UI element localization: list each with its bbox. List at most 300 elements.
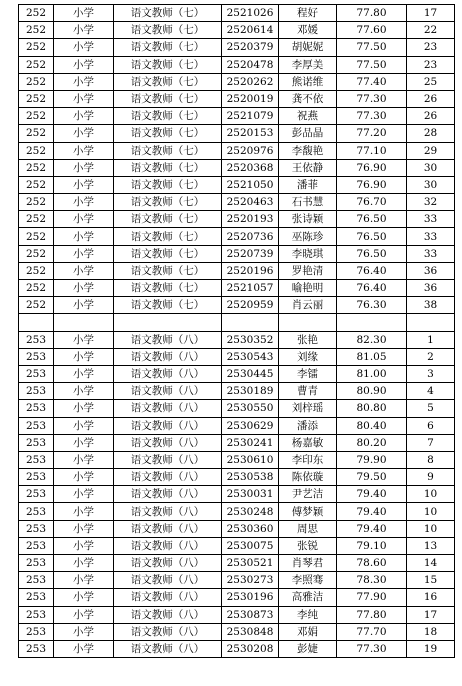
position-cell: 语文教师（七） (114, 176, 222, 193)
candidate-name-cell: 巫陈珍 (279, 228, 337, 245)
rank-cell: 33 (407, 211, 455, 228)
post-code-cell: 252 (19, 297, 54, 314)
post-code-cell: 253 (19, 348, 54, 365)
exam-number-cell: 2520959 (222, 297, 279, 314)
exam-number-cell: 2520196 (222, 262, 279, 279)
post-code-cell: 252 (19, 22, 54, 39)
table-row (19, 451, 455, 468)
rank-cell: 32 (407, 194, 455, 211)
score-cell: 80.80 (337, 400, 407, 417)
exam-number-cell: 2530248 (222, 503, 279, 520)
exam-number-cell: 2530538 (222, 469, 279, 486)
score-cell: 77.80 (337, 606, 407, 623)
candidate-name-cell: 龚不依 (279, 90, 337, 107)
exam-number-cell: 2520736 (222, 228, 279, 245)
exam-number-cell: 2530352 (222, 331, 279, 348)
candidate-name-cell: 陈依璇 (279, 469, 337, 486)
school-level-cell: 小学 (54, 39, 114, 56)
position-cell: 语文教师（八） (114, 348, 222, 365)
post-code-cell: 253 (19, 606, 54, 623)
school-level-cell: 小学 (54, 606, 114, 623)
position-cell: 语文教师（八） (114, 383, 222, 400)
school-level-cell: 小学 (54, 520, 114, 537)
position-cell: 语文教师（七） (114, 297, 222, 314)
position-cell: 语文教师（八） (114, 555, 222, 572)
score-cell: 81.00 (337, 365, 407, 382)
exam-number-cell: 2530550 (222, 400, 279, 417)
school-level-cell: 小学 (54, 73, 114, 90)
school-level-cell: 小学 (54, 451, 114, 468)
position-cell: 语文教师（八） (114, 434, 222, 451)
exam-number-cell: 2530189 (222, 383, 279, 400)
score-cell: 79.40 (337, 520, 407, 537)
score-cell: 76.50 (337, 245, 407, 262)
position-cell: 语文教师（七） (114, 125, 222, 142)
table-row (19, 417, 455, 434)
post-code-cell: 253 (19, 400, 54, 417)
school-level-cell: 小学 (54, 22, 114, 39)
school-level-cell: 小学 (54, 640, 114, 657)
score-cell: 79.40 (337, 503, 407, 520)
position-cell: 语文教师（七） (114, 142, 222, 159)
exam-number-cell: 2530241 (222, 434, 279, 451)
exam-number-cell: 2520976 (222, 142, 279, 159)
candidate-name-cell: 熊诺维 (279, 73, 337, 90)
position-cell: 语文教师（七） (114, 211, 222, 228)
candidate-name-cell: 李纯 (279, 606, 337, 623)
candidate-name-cell: 周思 (279, 520, 337, 537)
rank-cell: 17 (407, 5, 455, 22)
rank-cell: 10 (407, 503, 455, 520)
rank-cell: 16 (407, 589, 455, 606)
position-cell: 语文教师（七） (114, 56, 222, 73)
exam-number-cell: 2530610 (222, 451, 279, 468)
school-level-cell: 小学 (54, 211, 114, 228)
score-cell: 81.05 (337, 348, 407, 365)
position-cell: 语文教师（八） (114, 469, 222, 486)
school-level-cell: 小学 (54, 365, 114, 382)
score-cell: 76.50 (337, 228, 407, 245)
table-row (19, 520, 455, 537)
position-cell: 语文教师（八） (114, 417, 222, 434)
candidate-name-cell: 刘缘 (279, 348, 337, 365)
position-cell: 语文教师（八） (114, 451, 222, 468)
rank-cell: 9 (407, 469, 455, 486)
rank-cell: 5 (407, 400, 455, 417)
score-cell: 76.50 (337, 211, 407, 228)
school-level-cell: 小学 (54, 5, 114, 22)
table-row (19, 280, 455, 297)
score-cell: 76.30 (337, 297, 407, 314)
candidate-name-cell: 曹青 (279, 383, 337, 400)
school-level-cell: 小学 (54, 125, 114, 142)
table-row (19, 176, 455, 193)
post-code-cell: 252 (19, 159, 54, 176)
post-code-cell: 253 (19, 623, 54, 640)
table-row (19, 486, 455, 503)
rank-cell: 19 (407, 640, 455, 657)
position-cell: 语文教师（八） (114, 331, 222, 348)
table-row (19, 331, 455, 348)
rank-cell: 14 (407, 555, 455, 572)
school-level-cell: 小学 (54, 228, 114, 245)
position-cell: 语文教师（七） (114, 39, 222, 56)
exam-number-cell: 2530848 (222, 623, 279, 640)
post-code-cell: 252 (19, 5, 54, 22)
rank-cell: 36 (407, 280, 455, 297)
exam-number-cell: 2530521 (222, 555, 279, 572)
score-cell: 77.10 (337, 142, 407, 159)
score-cell: 77.50 (337, 39, 407, 56)
school-level-cell: 小学 (54, 331, 114, 348)
rank-cell: 4 (407, 383, 455, 400)
position-cell: 语文教师（七） (114, 262, 222, 279)
candidate-name-cell: 李印东 (279, 451, 337, 468)
rank-cell: 10 (407, 486, 455, 503)
candidate-name-cell: 张艳 (279, 331, 337, 348)
table-row (19, 434, 455, 451)
exam-number-cell: 2520478 (222, 56, 279, 73)
post-code-cell: 253 (19, 383, 54, 400)
candidate-name-cell: 李照骞 (279, 572, 337, 589)
table-row (19, 90, 455, 107)
score-cell: 79.90 (337, 451, 407, 468)
candidate-name-cell: 傅梦颖 (279, 503, 337, 520)
post-code-cell: 252 (19, 142, 54, 159)
exam-number-cell: 2520019 (222, 90, 279, 107)
candidate-name-cell: 石书慧 (279, 194, 337, 211)
table-row (19, 245, 455, 262)
candidate-name-cell: 邓媛 (279, 22, 337, 39)
score-cell: 77.40 (337, 73, 407, 90)
table-row (19, 142, 455, 159)
school-level-cell: 小学 (54, 159, 114, 176)
school-level-cell: 小学 (54, 623, 114, 640)
score-cell: 77.90 (337, 589, 407, 606)
table-row (19, 400, 455, 417)
candidate-name-cell: 张诗颖 (279, 211, 337, 228)
rank-cell: 26 (407, 90, 455, 107)
position-cell: 语文教师（七） (114, 228, 222, 245)
blank-row (19, 314, 455, 331)
candidate-name-cell: 高雅洁 (279, 589, 337, 606)
rank-cell: 29 (407, 142, 455, 159)
school-level-cell: 小学 (54, 434, 114, 451)
school-level-cell: 小学 (54, 280, 114, 297)
candidate-name-cell: 肖琴君 (279, 555, 337, 572)
post-code-cell: 252 (19, 194, 54, 211)
score-cell: 79.50 (337, 469, 407, 486)
rank-cell: 7 (407, 434, 455, 451)
position-cell: 语文教师（八） (114, 640, 222, 657)
school-level-cell: 小学 (54, 572, 114, 589)
rank-cell: 3 (407, 365, 455, 382)
table-row (19, 623, 455, 640)
score-cell: 80.20 (337, 434, 407, 451)
table-row (19, 159, 455, 176)
school-level-cell: 小学 (54, 142, 114, 159)
school-level-cell: 小学 (54, 108, 114, 125)
rank-cell: 23 (407, 39, 455, 56)
candidate-name-cell: 刘梓瑶 (279, 400, 337, 417)
table-row (19, 22, 455, 39)
post-code-cell: 252 (19, 90, 54, 107)
rank-cell: 36 (407, 262, 455, 279)
school-level-cell: 小学 (54, 56, 114, 73)
candidate-name-cell: 王依静 (279, 159, 337, 176)
candidate-name-cell: 祝燕 (279, 108, 337, 125)
score-cell: 80.40 (337, 417, 407, 434)
position-cell: 语文教师（八） (114, 623, 222, 640)
exam-number-cell: 2520153 (222, 125, 279, 142)
rank-cell: 25 (407, 73, 455, 90)
score-cell: 77.20 (337, 125, 407, 142)
table-row (19, 503, 455, 520)
score-cell: 78.30 (337, 572, 407, 589)
table-row (19, 125, 455, 142)
exam-number-cell: 2520614 (222, 22, 279, 39)
rank-cell: 18 (407, 623, 455, 640)
exam-number-cell: 2521079 (222, 108, 279, 125)
score-cell: 77.60 (337, 22, 407, 39)
score-cell: 77.50 (337, 56, 407, 73)
position-cell: 语文教师（八） (114, 572, 222, 589)
position-cell: 语文教师（八） (114, 365, 222, 382)
score-cell: 82.30 (337, 331, 407, 348)
candidate-name-cell: 罗艳清 (279, 262, 337, 279)
post-code-cell: 252 (19, 56, 54, 73)
exam-number-cell: 2530208 (222, 640, 279, 657)
exam-number-cell: 2521050 (222, 176, 279, 193)
rank-cell: 6 (407, 417, 455, 434)
post-code-cell: 252 (19, 262, 54, 279)
table-row (19, 39, 455, 56)
position-cell: 语文教师（八） (114, 520, 222, 537)
rank-cell: 17 (407, 606, 455, 623)
exam-number-cell: 2520379 (222, 39, 279, 56)
school-level-cell: 小学 (54, 176, 114, 193)
position-cell: 语文教师（八） (114, 606, 222, 623)
rank-cell: 30 (407, 159, 455, 176)
position-cell: 语文教师（八） (114, 589, 222, 606)
post-code-cell: 252 (19, 108, 54, 125)
post-code-cell: 253 (19, 451, 54, 468)
table-row (19, 572, 455, 589)
exam-number-cell: 2530196 (222, 589, 279, 606)
table-row (19, 228, 455, 245)
table-row (19, 5, 455, 22)
candidate-name-cell: 肖云丽 (279, 297, 337, 314)
candidate-name-cell: 彭品晶 (279, 125, 337, 142)
exam-number-cell: 2520368 (222, 159, 279, 176)
position-cell: 语文教师（七） (114, 280, 222, 297)
rank-cell: 28 (407, 125, 455, 142)
exam-number-cell: 2530629 (222, 417, 279, 434)
school-level-cell: 小学 (54, 400, 114, 417)
table-row (19, 606, 455, 623)
school-level-cell: 小学 (54, 537, 114, 554)
post-code-cell: 253 (19, 640, 54, 657)
score-cell: 77.30 (337, 90, 407, 107)
table-row (19, 348, 455, 365)
score-cell: 76.90 (337, 176, 407, 193)
candidate-name-cell: 张锐 (279, 537, 337, 554)
table-row (19, 262, 455, 279)
rank-cell: 30 (407, 176, 455, 193)
school-level-cell: 小学 (54, 90, 114, 107)
candidate-name-cell: 潘菲 (279, 176, 337, 193)
post-code-cell: 252 (19, 176, 54, 193)
post-code-cell: 252 (19, 73, 54, 90)
school-level-cell: 小学 (54, 262, 114, 279)
candidate-name-cell: 杨嘉敏 (279, 434, 337, 451)
exam-number-cell: 2530543 (222, 348, 279, 365)
table-row (19, 589, 455, 606)
post-code-cell: 252 (19, 228, 54, 245)
score-cell: 76.40 (337, 262, 407, 279)
candidate-name-cell: 尹艺洁 (279, 486, 337, 503)
rank-cell: 13 (407, 537, 455, 554)
table-row (19, 211, 455, 228)
school-level-cell: 小学 (54, 589, 114, 606)
score-cell: 78.60 (337, 555, 407, 572)
school-level-cell: 小学 (54, 555, 114, 572)
position-cell: 语文教师（八） (114, 537, 222, 554)
exam-number-cell: 2530445 (222, 365, 279, 382)
exam-number-cell: 2530273 (222, 572, 279, 589)
school-level-cell: 小学 (54, 383, 114, 400)
post-code-cell: 253 (19, 434, 54, 451)
rank-cell: 22 (407, 22, 455, 39)
score-cell: 77.70 (337, 623, 407, 640)
position-cell: 语文教师（八） (114, 400, 222, 417)
rank-cell: 33 (407, 228, 455, 245)
position-cell: 语文教师（七） (114, 90, 222, 107)
candidate-name-cell: 彭婕 (279, 640, 337, 657)
group-253-rows (19, 331, 455, 658)
table-row (19, 297, 455, 314)
exam-number-cell: 2530075 (222, 537, 279, 554)
candidate-name-cell: 程好 (279, 5, 337, 22)
table-row (19, 73, 455, 90)
post-code-cell: 253 (19, 331, 54, 348)
position-cell: 语文教师（八） (114, 486, 222, 503)
score-cell: 80.90 (337, 383, 407, 400)
table-row (19, 108, 455, 125)
rank-cell: 1 (407, 331, 455, 348)
post-code-cell: 252 (19, 39, 54, 56)
exam-number-cell: 2521057 (222, 280, 279, 297)
score-cell: 76.70 (337, 194, 407, 211)
exam-number-cell: 2530360 (222, 520, 279, 537)
candidate-name-cell: 李厚美 (279, 56, 337, 73)
school-level-cell: 小学 (54, 486, 114, 503)
table-row (19, 194, 455, 211)
post-code-cell: 253 (19, 486, 54, 503)
rank-cell: 15 (407, 572, 455, 589)
candidate-name-cell: 潘添 (279, 417, 337, 434)
score-cell: 76.90 (337, 159, 407, 176)
school-level-cell: 小学 (54, 297, 114, 314)
results-table (18, 4, 455, 658)
school-level-cell: 小学 (54, 245, 114, 262)
rank-cell: 33 (407, 245, 455, 262)
rank-cell: 2 (407, 348, 455, 365)
rank-cell: 26 (407, 108, 455, 125)
school-level-cell: 小学 (54, 469, 114, 486)
post-code-cell: 252 (19, 125, 54, 142)
rank-cell: 10 (407, 520, 455, 537)
score-cell: 77.30 (337, 108, 407, 125)
position-cell: 语文教师（七） (114, 22, 222, 39)
candidate-name-cell: 邓娟 (279, 623, 337, 640)
post-code-cell: 253 (19, 417, 54, 434)
score-cell: 77.30 (337, 640, 407, 657)
post-code-cell: 253 (19, 520, 54, 537)
candidate-name-cell: 喻艳明 (279, 280, 337, 297)
school-level-cell: 小学 (54, 503, 114, 520)
rank-cell: 8 (407, 451, 455, 468)
post-code-cell: 252 (19, 211, 54, 228)
score-cell: 76.40 (337, 280, 407, 297)
candidate-name-cell: 李馥艳 (279, 142, 337, 159)
position-cell: 语文教师（七） (114, 245, 222, 262)
school-level-cell: 小学 (54, 194, 114, 211)
position-cell: 语文教师（七） (114, 73, 222, 90)
score-cell: 79.40 (337, 486, 407, 503)
post-code-cell: 252 (19, 280, 54, 297)
exam-number-cell: 2520463 (222, 194, 279, 211)
table-row (19, 555, 455, 572)
post-code-cell: 253 (19, 537, 54, 554)
candidate-name-cell: 李镭 (279, 365, 337, 382)
exam-number-cell: 2520739 (222, 245, 279, 262)
rank-cell: 23 (407, 56, 455, 73)
position-cell: 语文教师（七） (114, 159, 222, 176)
exam-number-cell: 2521026 (222, 5, 279, 22)
table-row (19, 469, 455, 486)
exam-number-cell: 2530031 (222, 486, 279, 503)
post-code-cell: 253 (19, 365, 54, 382)
post-code-cell: 253 (19, 572, 54, 589)
table-row (19, 383, 455, 400)
position-cell: 语文教师（七） (114, 5, 222, 22)
post-code-cell: 253 (19, 503, 54, 520)
school-level-cell: 小学 (54, 348, 114, 365)
post-code-cell: 253 (19, 469, 54, 486)
score-cell: 77.80 (337, 5, 407, 22)
post-code-cell: 253 (19, 555, 54, 572)
table-row (19, 56, 455, 73)
position-cell: 语文教师（七） (114, 108, 222, 125)
table-row (19, 640, 455, 657)
school-level-cell: 小学 (54, 417, 114, 434)
post-code-cell: 252 (19, 245, 54, 262)
score-cell: 79.10 (337, 537, 407, 554)
group-252-rows (19, 5, 455, 314)
group-separator (19, 314, 455, 331)
position-cell: 语文教师（八） (114, 503, 222, 520)
candidate-name-cell: 胡妮妮 (279, 39, 337, 56)
position-cell: 语文教师（七） (114, 194, 222, 211)
exam-number-cell: 2530873 (222, 606, 279, 623)
rank-cell: 38 (407, 297, 455, 314)
exam-number-cell: 2520262 (222, 73, 279, 90)
candidate-name-cell: 李晓琪 (279, 245, 337, 262)
post-code-cell: 253 (19, 589, 54, 606)
exam-number-cell: 2520193 (222, 211, 279, 228)
table-row (19, 537, 455, 554)
